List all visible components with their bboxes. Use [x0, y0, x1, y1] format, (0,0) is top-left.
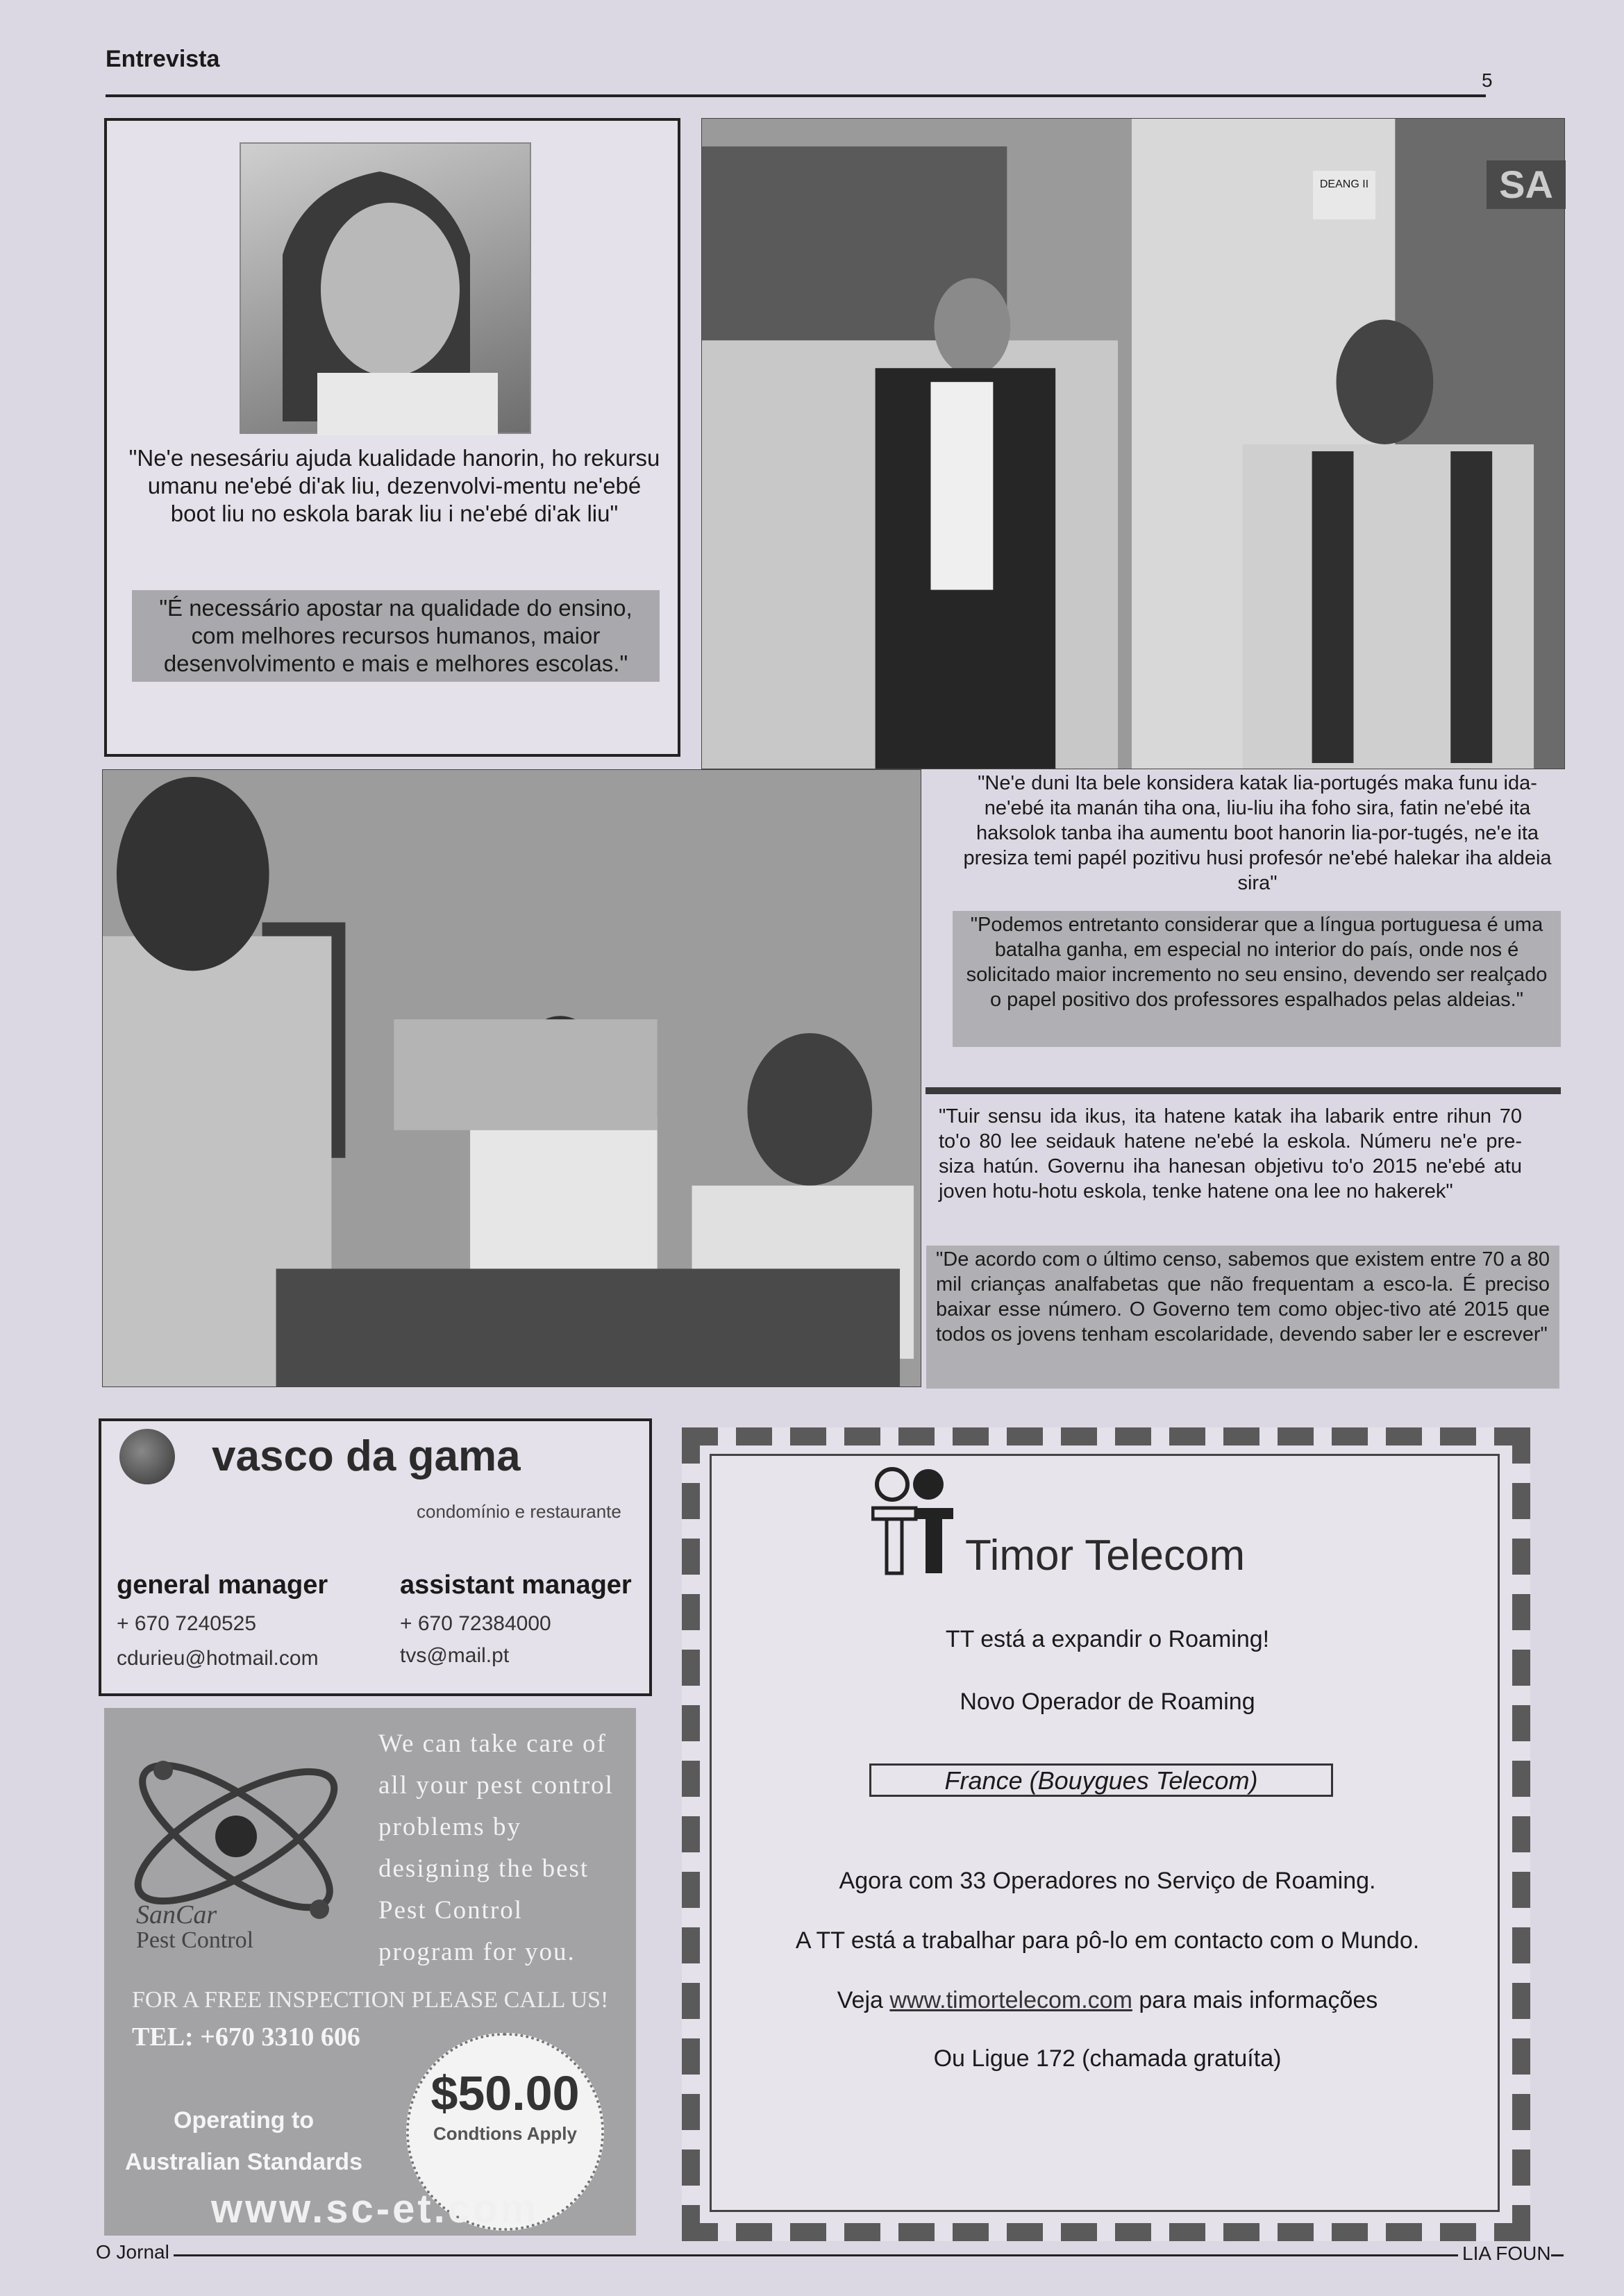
quote-2-portuguese: "Podemos entretanto considerar que a língua portuguesa é uma batalha ganha, em especial no interior do país, onde nos é solicitado maior incremento no seu ensino, devendo ser realçado o papel positivo dos professores espalhados pelas aldeias." [953, 911, 1561, 1047]
pest-slogan: We can take care of all your pest control problems by designing the best Pest Control program for you. [378, 1729, 614, 1966]
vdg-gm-email: cdurieu@hotmail.com [117, 1647, 319, 1670]
tt-line2: Novo Operador de Roaming [960, 1689, 1255, 1715]
quote-3-tetum: "Tuir sensu ida ikus, ita hatene katak iha labarik entre rihun 70 to'o 80 lee seidauk hatene ne'ebé la eskola. Númeru ne'e pre-siza hatún. Governu iha hanesan objetivu to'o 2015 ne'ebé atu joven hotu-hotu eskola, tenke hatene ona lee no hakerek" [939, 1105, 1522, 1203]
vdg-am-email: tvs@mail.pt [400, 1644, 510, 1667]
pest-price-note: Condtions Apply [433, 2123, 577, 2144]
tt-line4: A TT está a trabalhar para pô-lo em contacto com o Mundo. [795, 1927, 1420, 1954]
sancar-logo-line2: Pest Control [136, 1927, 254, 1953]
vdg-am-title: assistant manager [400, 1570, 632, 1600]
sancar-logo-line1: SanCar [136, 1900, 217, 1929]
footer-left: O Jornal [96, 2241, 174, 2263]
tt-operator-box: France (Bouygues Telecom) [869, 1763, 1333, 1797]
portrait-photo [240, 142, 531, 434]
page-number: 5 [1482, 69, 1493, 91]
section-divider [926, 1087, 1561, 1094]
photo-officials [701, 118, 1565, 769]
globe-icon [119, 1429, 175, 1484]
tt-line5-post: para mais informações [1139, 1987, 1378, 2013]
section-label: Entrevista [106, 46, 220, 72]
tt-line1: TT está a expandir o Roaming! [945, 1626, 1270, 1652]
pest-call: FOR A FREE INSPECTION PLEASE CALL US! [132, 1987, 609, 2013]
wall-letters: SA [1487, 160, 1566, 209]
pest-price: $50.00 [430, 2066, 580, 2120]
tt-brand: Timor Telecom [965, 1532, 1246, 1579]
vdg-name: vasco da gama [212, 1432, 521, 1480]
quote-1-tetum: "Ne'e nesesáriu ajuda kualidade hanorin, ho rekursu umanu ne'ebé di'ak liu, dezenvolvi-mentu ne'ebé boot liu no eskola barak liu i ne'ebé di'ak liu" [128, 445, 660, 526]
vdg-gm-phone: + 670 7240525 [117, 1612, 257, 1635]
vdg-tagline: condomínio e restaurante [417, 1501, 621, 1522]
header-rule [106, 94, 1486, 97]
vdg-gm-title: general manager [117, 1570, 328, 1600]
vdg-am-phone: + 670 72384000 [400, 1612, 551, 1635]
classroom-sign: DEANG II [1313, 171, 1375, 219]
pest-standards-2: Australian Standards [125, 2149, 362, 2175]
tt-logo-icon [871, 1465, 955, 1576]
quote-1-portuguese: "É necessário apostar na qualidade do ensino, com melhores recursos humanos, maior desenvolvimento e mais e melhores escolas." [132, 590, 660, 682]
quote-2-tetum: "Ne'e duni Ita bele konsidera katak lia-portugés maka funu ida-ne'ebé ita manán tiha ona, liu-liu iha foho sira, fatin ne'ebé ita haksolok tanba iha aumentu boot hanorin lia-por-tugés, ne'e ita presiza temi papél pozitivu husi profesór ne'ebé halekar iha aldeia sira" [963, 772, 1552, 894]
quote-3-portuguese: "De acordo com o último censo, sabemos que existem entre 70 a 80 mil crianças analfabetas que não frequentam a esco-la. É preciso baixar esse número. O Governo tem como objec-tivo até 2015 que todos os jovens tenham escolaridade, devendo saber ler e escrever" [926, 1246, 1559, 1389]
footer-right: LIA FOUN [1458, 2243, 1551, 2265]
pest-tel: TEL: +670 3310 606 [132, 2022, 360, 2052]
tt-line6: Ou Ligue 172 (chamada gratuíta) [933, 2045, 1282, 2072]
tt-line5 [715, 1987, 1500, 2014]
tt-line5-pre: Veja [837, 1987, 883, 2013]
pest-website: www.sc-et.com [210, 2186, 539, 2231]
tt-website-link[interactable]: www.timortelecom.com [889, 1987, 1132, 2013]
pest-standards-1: Operating to [174, 2107, 315, 2134]
footer-rule [106, 2254, 1564, 2256]
photo-classroom [102, 769, 921, 1387]
tt-line3: Agora com 33 Operadores no Serviço de Roaming. [839, 1868, 1376, 1894]
